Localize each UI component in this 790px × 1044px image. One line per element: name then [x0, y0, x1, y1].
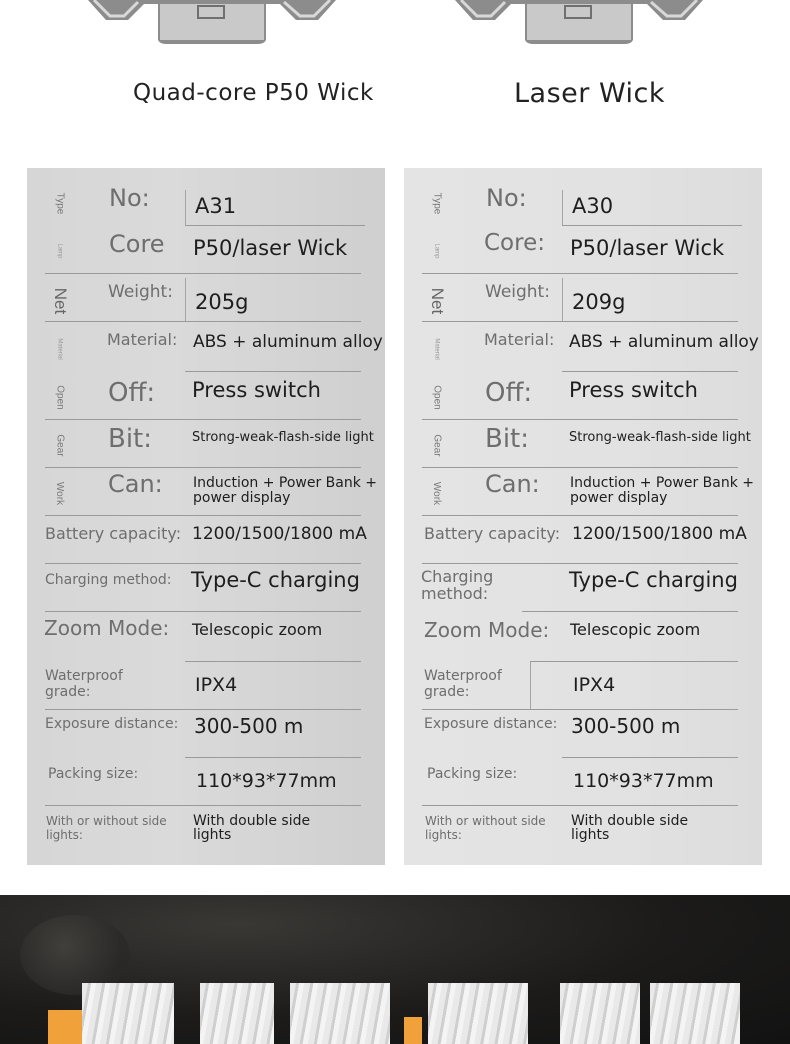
product-title-laser: Laser Wick — [514, 78, 666, 109]
side-label-lamp: Lamp — [433, 243, 440, 259]
spec-row-packing — [27, 758, 385, 806]
spec-label: Exposure distance: — [45, 716, 179, 732]
spec-label: Bit: — [108, 424, 153, 454]
spec-row-bit — [404, 420, 762, 468]
product-images-section — [0, 0, 790, 140]
spec-value: 1200/1500/1800 mA — [572, 524, 747, 544]
spec-row-exposure — [404, 710, 762, 758]
spec-row-can — [404, 468, 762, 516]
spec-value: Induction + Power Bank + power display — [570, 475, 755, 506]
spec-row-zoom — [27, 612, 385, 662]
spec-value: With double side lights — [571, 813, 689, 843]
spec-value: IPX4 — [195, 674, 238, 696]
spec-label: No: — [486, 184, 527, 212]
product-title-p50: Quad-core P50 Wick — [133, 80, 374, 106]
spec-label: Can: — [485, 470, 540, 498]
spec-row-side-lights — [404, 806, 762, 854]
spec-label: Packing size: — [48, 766, 139, 782]
spec-row-packing — [404, 758, 762, 806]
spec-row-material — [404, 322, 762, 372]
spec-row-waterproof — [27, 662, 385, 710]
spec-panel-left — [27, 168, 385, 865]
spec-label: With or without side lights: — [425, 814, 546, 842]
side-label-gear: Gear — [54, 433, 66, 457]
side-label-lamp: Lamp — [56, 243, 63, 259]
spec-label: Exposure distance: — [424, 716, 558, 732]
spec-row-battery — [404, 516, 762, 564]
banner-glyph-decoration — [650, 983, 740, 1044]
banner-glyph-decoration — [428, 983, 528, 1044]
spec-label: Bit: — [485, 424, 530, 454]
spec-row-charging — [27, 564, 385, 612]
spec-value: 205g — [195, 290, 249, 314]
spec-label: Off: — [485, 378, 533, 408]
spec-label: Weight: — [485, 282, 550, 302]
spec-value: 209g — [572, 290, 626, 314]
banner-glyph-decoration — [290, 983, 390, 1044]
spec-value: 300-500 m — [194, 714, 304, 738]
spec-value: 300-500 m — [571, 714, 681, 738]
spec-value: A31 — [195, 194, 237, 218]
spec-label: No: — [109, 184, 150, 212]
spec-value: 1200/1500/1800 mA — [192, 524, 367, 544]
side-label-material: Material — [434, 338, 440, 360]
spec-row-battery — [27, 516, 385, 564]
side-label-open: Open — [431, 384, 443, 410]
accent-stroke-decoration — [48, 1010, 82, 1044]
spec-label: Charging method: — [421, 567, 494, 603]
spec-value: Telescopic zoom — [570, 620, 701, 639]
spec-value: ABS + aluminum alloy — [569, 332, 759, 352]
side-label-work: Work — [431, 481, 443, 505]
spec-value: P50/laser Wick — [193, 236, 348, 260]
spec-row-side-lights — [27, 806, 385, 854]
spec-value: IPX4 — [573, 674, 616, 696]
spec-value: 110*93*77mm — [573, 770, 714, 792]
spec-value: P50/laser Wick — [570, 236, 725, 260]
spec-label: Charging method: — [45, 572, 172, 588]
spec-label: Core — [109, 230, 165, 258]
spec-label: Off: — [108, 378, 156, 408]
banner-glyph-decoration — [200, 983, 274, 1044]
side-label-type: Type — [431, 192, 443, 214]
side-label-type: Type — [54, 192, 66, 214]
spec-label: Material: — [484, 330, 555, 349]
spec-label: Battery capacity: — [45, 524, 182, 543]
spec-row-weight — [404, 274, 762, 322]
spec-row-material — [27, 322, 385, 372]
spec-panel-right — [404, 168, 762, 865]
side-label-net: Net — [428, 287, 447, 315]
spec-value: Strong-weak-flash-side light — [569, 430, 751, 445]
spec-label: Material: — [107, 330, 178, 349]
spec-value: A30 — [572, 194, 614, 218]
spec-label: Zoom Mode: — [424, 618, 550, 642]
spec-value: Type-C charging — [569, 568, 738, 592]
flashlight-p50-image — [88, 0, 338, 46]
spec-value: With double side lights — [193, 813, 311, 843]
spec-row-off — [27, 372, 385, 420]
spec-label: Waterproof grade: — [424, 668, 502, 700]
spec-row-core — [404, 226, 762, 274]
flashlight-laser-image — [455, 0, 705, 46]
side-label-work: Work — [54, 481, 66, 505]
side-label-gear: Gear — [431, 433, 443, 457]
spec-row-weight — [27, 274, 385, 322]
spec-label: Core: — [484, 230, 545, 256]
spec-row-no — [27, 180, 385, 226]
spec-label: Packing size: — [427, 766, 518, 782]
spec-label: Weight: — [108, 282, 173, 302]
spec-value: 110*93*77mm — [196, 770, 337, 792]
spec-label: Can: — [108, 470, 163, 498]
spec-value: Induction + Power Bank + power display — [193, 475, 378, 506]
spec-row-core — [27, 226, 385, 274]
side-label-open: Open — [54, 384, 66, 410]
spec-row-charging — [404, 564, 762, 612]
promo-banner — [0, 895, 790, 1044]
banner-glyph-decoration — [82, 983, 174, 1044]
spec-value: Telescopic zoom — [192, 620, 323, 639]
spec-value: Strong-weak-flash-side light — [192, 430, 374, 445]
spec-row-waterproof — [404, 662, 762, 710]
accent-stroke-decoration — [404, 1017, 422, 1044]
spec-row-can — [27, 468, 385, 516]
spec-value: Press switch — [192, 378, 321, 402]
banner-glyph-decoration — [560, 983, 640, 1044]
spec-value: Type-C charging — [191, 568, 360, 592]
spec-row-no — [404, 180, 762, 226]
spec-label: With or without side lights: — [46, 814, 167, 842]
spec-value: ABS + aluminum alloy — [193, 332, 383, 352]
side-label-material: Material — [57, 338, 63, 360]
spec-row-zoom — [404, 612, 762, 662]
spec-label: Battery capacity: — [424, 524, 561, 543]
side-label-net: Net — [51, 287, 70, 315]
spec-label: Zoom Mode: — [44, 616, 170, 640]
spec-row-exposure — [27, 710, 385, 758]
spec-label: Waterproof grade: — [45, 668, 123, 700]
spec-row-bit — [27, 420, 385, 468]
spec-value: Press switch — [569, 378, 698, 402]
spec-row-off — [404, 372, 762, 420]
